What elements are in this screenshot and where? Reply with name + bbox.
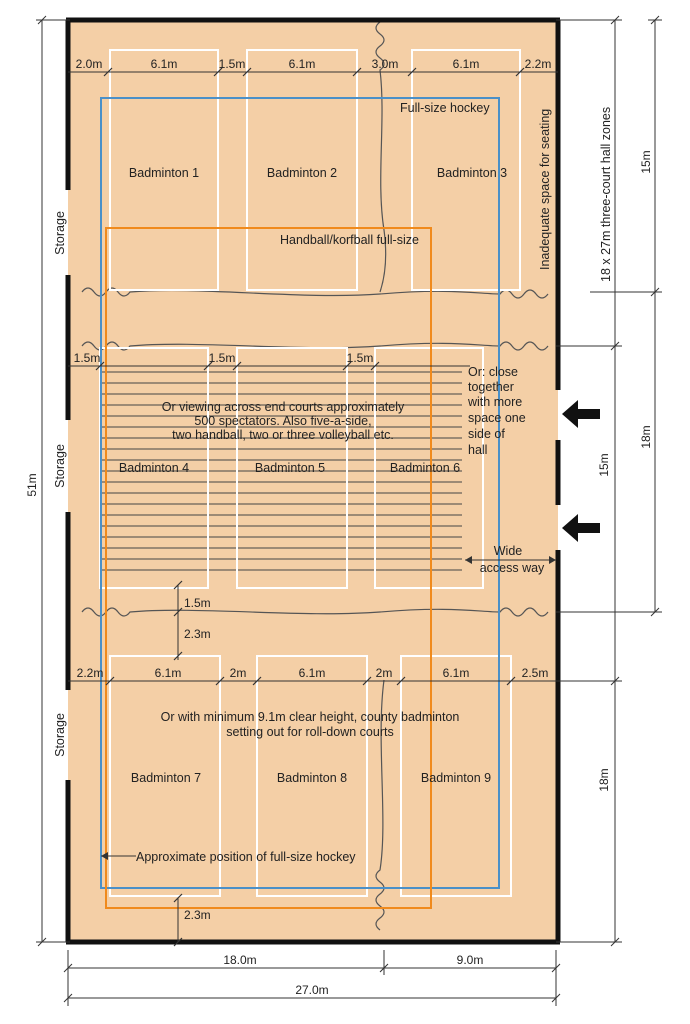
storage-label-bottom: Storage bbox=[53, 713, 67, 757]
hockey-position-note: Approximate position of full-size hockey bbox=[136, 850, 356, 864]
dim-top-5: 6.1m bbox=[452, 57, 480, 71]
dim-width-9: 9.0m bbox=[456, 953, 484, 967]
dim-overall-height: 51m bbox=[25, 473, 39, 497]
dim-mid-0: 1.5m bbox=[73, 351, 101, 365]
spectator-note-line-1: Or viewing across end courts approximately bbox=[161, 400, 405, 414]
county-note-line-2: setting out for roll-down courts bbox=[226, 725, 394, 739]
dim-bot-6: 2.5m bbox=[521, 666, 549, 680]
dim-zone-18b: 18m bbox=[597, 768, 611, 792]
dim-bot-3: 6.1m bbox=[298, 666, 326, 680]
dim-gap-c: 2.3m bbox=[184, 908, 211, 922]
court-label-3: Badminton 3 bbox=[436, 166, 508, 180]
close-note-line-4: space one bbox=[468, 411, 526, 425]
close-note-line-2: together bbox=[468, 380, 514, 394]
court-label-9: Badminton 9 bbox=[420, 771, 492, 785]
close-note-line-6: hall bbox=[468, 443, 488, 457]
dim-top-4: 3.0m bbox=[371, 57, 399, 71]
court-label-6: Badminton 6 bbox=[389, 461, 461, 475]
close-note-line-5: side of bbox=[468, 427, 505, 441]
handball-label: Handball/korfball full-size bbox=[280, 233, 419, 247]
dim-bot-5: 6.1m bbox=[442, 666, 470, 680]
dim-zone-18a: 18m bbox=[639, 425, 653, 449]
dim-gap-a: 1.5m bbox=[184, 596, 211, 610]
dim-bot-1: 6.1m bbox=[154, 666, 182, 680]
court-label-2: Badminton 2 bbox=[266, 166, 338, 180]
court-label-7: Badminton 7 bbox=[130, 771, 202, 785]
seating-note: Inadequate space for seating bbox=[538, 108, 552, 270]
dim-mid-1: 1.5m bbox=[208, 351, 236, 365]
close-note-line-1: Or: close bbox=[468, 365, 519, 379]
dim-bot-2: 2m bbox=[229, 666, 247, 680]
zones-label: 18 x 27m three-court hall zones bbox=[599, 106, 613, 282]
hall-floor bbox=[68, 20, 558, 942]
dim-top-0: 2.0m bbox=[75, 57, 103, 71]
dim-bot-4: 2m bbox=[375, 666, 393, 680]
dim-gap-b: 2.3m bbox=[184, 627, 211, 641]
court-label-5: Badminton 5 bbox=[254, 461, 326, 475]
arrow-left-icon bbox=[562, 514, 600, 542]
dim-zone-15a: 15m bbox=[639, 150, 653, 174]
spectator-note-line-2: 500 spectators. Also five-a-side, bbox=[194, 414, 372, 428]
county-note-line-1: Or with minimum 9.1m clear height, county badminton bbox=[160, 710, 460, 724]
entrance-arrows bbox=[562, 400, 600, 542]
close-note-line-3: with more bbox=[468, 395, 523, 409]
spectator-note bbox=[162, 400, 405, 442]
storage-label-middle: Storage bbox=[53, 444, 67, 488]
dim-top-1: 6.1m bbox=[150, 57, 178, 71]
wide-access-line-1: Wide bbox=[493, 544, 523, 558]
wide-access-line-2: access way bbox=[479, 561, 545, 575]
dim-width-27: 27.0m bbox=[295, 983, 329, 997]
dim-zone-15b: 15m bbox=[597, 453, 611, 477]
court-label-4: Badminton 4 bbox=[118, 461, 190, 475]
dim-top-6: 2.2m bbox=[524, 57, 552, 71]
dim-top-3: 6.1m bbox=[288, 57, 316, 71]
spectator-note-line-3: two handball, two or three volleyball etc. bbox=[172, 428, 394, 442]
dim-mid-2: 1.5m bbox=[346, 351, 374, 365]
hockey-label: Full-size hockey bbox=[400, 101, 490, 115]
court-label-8: Badminton 8 bbox=[276, 771, 348, 785]
dim-top-2: 1.5m bbox=[218, 57, 246, 71]
dim-width-18: 18.0m bbox=[223, 953, 257, 967]
dim-bot-0: 2.2m bbox=[76, 666, 104, 680]
court-label-1: Badminton 1 bbox=[128, 166, 200, 180]
arrow-left-icon bbox=[562, 400, 600, 428]
storage-label-top: Storage bbox=[53, 211, 67, 255]
